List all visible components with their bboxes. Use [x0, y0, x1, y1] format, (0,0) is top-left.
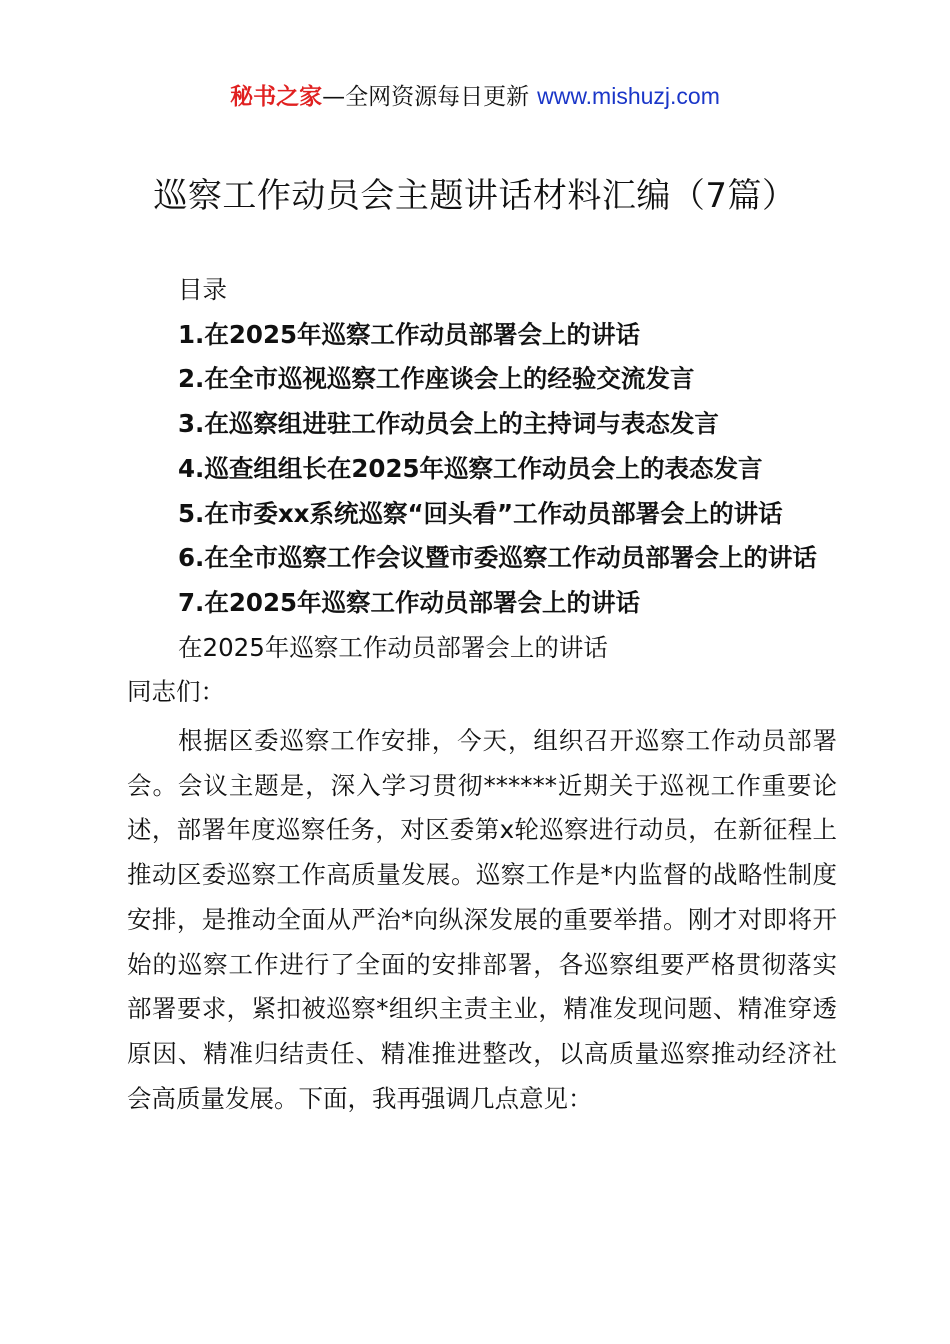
toc-item: 4.巡查组组长在2025年巡察工作动员会上的表态发言 — [178, 453, 763, 483]
document-title: 巡察工作动员会主题讲话材料汇编（7篇） — [153, 176, 797, 216]
toc-heading: 目录 — [178, 275, 227, 304]
toc-item: 6.在全市巡察工作会议暨市委巡察工作动员部署会上的讲话 — [178, 543, 817, 573]
table-of-contents — [127, 313, 837, 626]
section-title: 在2025年巡察工作动员部署会上的讲话 — [178, 632, 608, 662]
body-paragraph: 根据区委巡察工作安排，今天，组织召开巡察工作动员部署会。会议主题是，深入学习贯彻******近期关于巡视工作重要论述，部署年度巡察任务，对区委第x轮巡察进行动员，在新征程上推动区委巡察工作高质量发展。巡察工作是*内监督的战略性制度安排，是推动全面从严治*向纵深发展的重要举措。刚才对即将开始的巡察工作进行了全面的安排部署，各巡察组要严格贯彻落实部署要求，紧扣被巡察*组织主责主业，精准发现问题、精准穿透原因、精准归结责任、精准推进整改，以高质量巡察推动经济社会高质量发展。下面，我再强调几点意见： — [127, 726, 837, 1113]
site-header — [0, 80, 950, 113]
toc-item: 3.在巡察组进驻工作动员会上的主持词与表态发言 — [178, 409, 719, 439]
toc-item: 2.在全市巡视巡察工作座谈会上的经验交流发言 — [178, 364, 695, 394]
toc-item: 1.在2025年巡察工作动员部署会上的讲话 — [178, 319, 641, 349]
salutation: 同志们： — [127, 677, 225, 707]
brand-name: 秘书之家 — [230, 84, 323, 110]
toc-item: 7.在2025年巡察工作动员部署会上的讲话 — [178, 587, 641, 617]
site-url-link[interactable]: www.mishuzj.com — [537, 83, 720, 109]
toc-item: 5.在市委xx系统巡察“回头看”工作动员部署会上的讲话 — [178, 498, 783, 528]
document-body — [127, 268, 837, 1121]
header-slogan: —全网资源每日更新 — [322, 84, 530, 110]
